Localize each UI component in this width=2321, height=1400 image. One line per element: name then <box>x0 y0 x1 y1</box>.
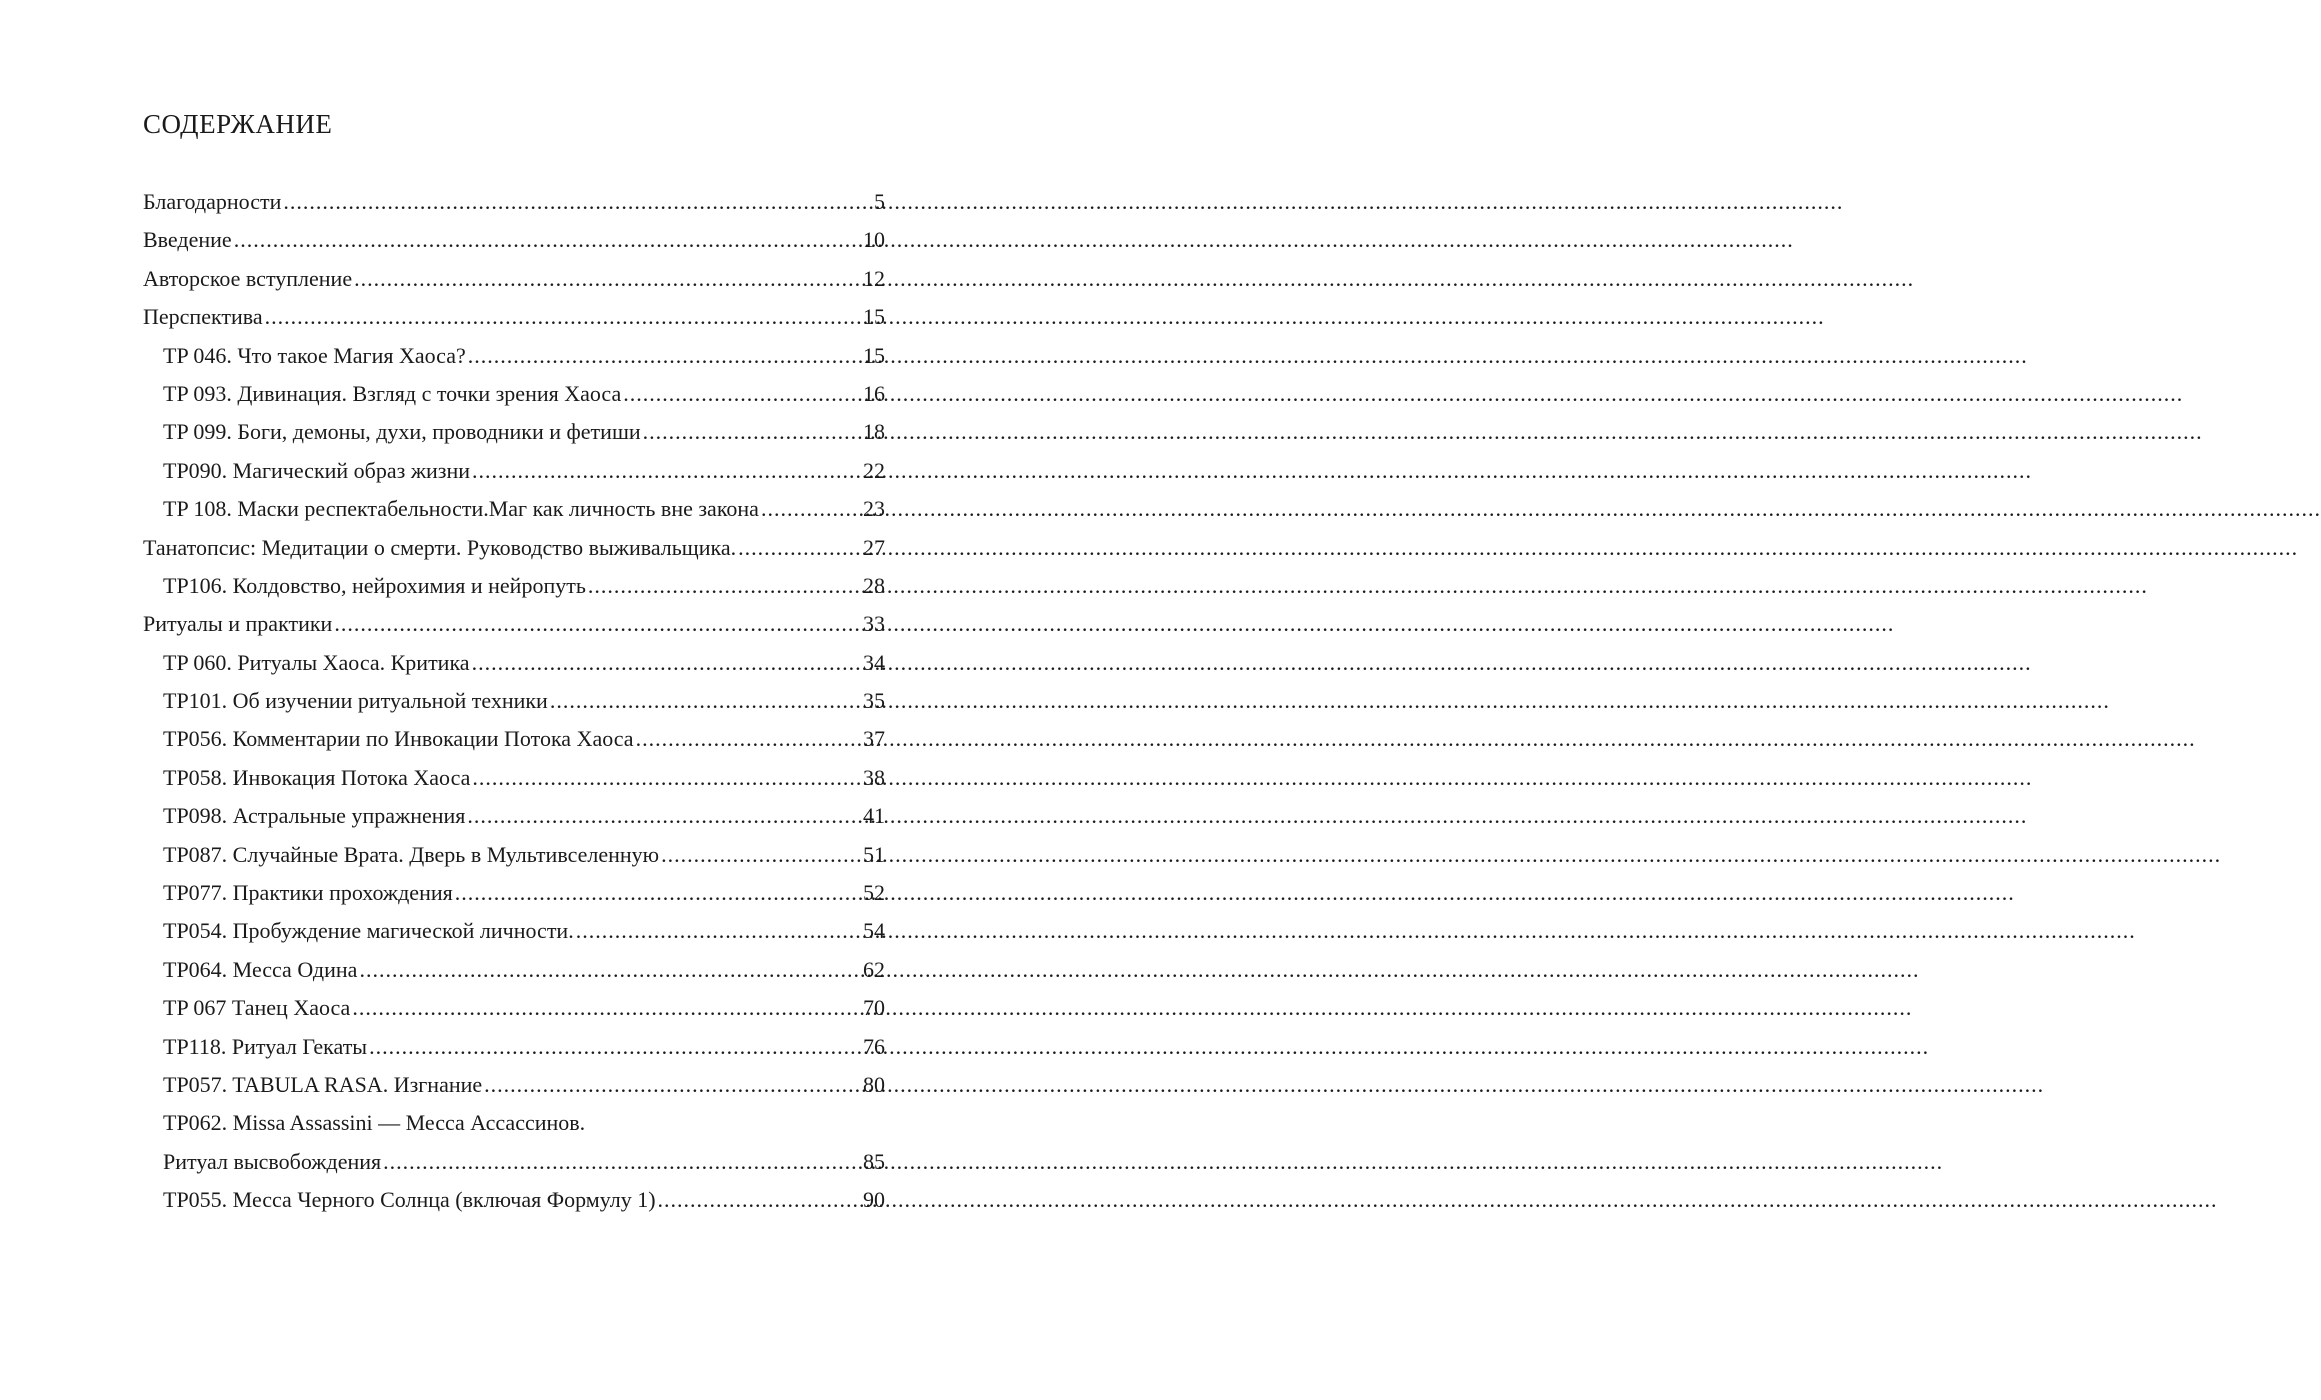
toc-entry-page: 27 <box>863 534 885 560</box>
toc-leader-dots <box>643 413 861 451</box>
toc-entry-label: TP106. Колдовство, нейрохимия и нейропуть <box>163 572 586 598</box>
toc-entry-page: 70 <box>863 995 885 1021</box>
toc-entry-page: 62 <box>863 956 885 982</box>
toc-leader-dots <box>354 260 861 298</box>
toc-entry-page: 28 <box>863 572 885 598</box>
toc-entry-label: TP062. Missa Assassini — Месса Ассассинов. <box>163 1110 586 1136</box>
toc-entry-label: TP058. Инвокация Потока Хаоса <box>163 764 471 790</box>
toc-entry-label: TP 067 Танец Хаоса <box>163 995 351 1021</box>
toc-entry-label: TP064. Месса Одина <box>163 956 358 982</box>
toc-leader-dots <box>761 490 861 528</box>
toc-entry <box>0 682 1000 720</box>
toc-entry <box>0 260 1000 298</box>
toc-leader-dots <box>234 221 861 259</box>
toc-entry-label: Танатопсис: Медитации о смерти. Руководство выживальщика. <box>143 534 737 560</box>
toc-leader-dots <box>334 605 861 643</box>
toc-leader-dots <box>352 989 861 1027</box>
toc-entry <box>0 1181 1000 1219</box>
toc-entry-page: 34 <box>863 649 885 675</box>
toc-entry-page: 18 <box>863 419 885 445</box>
toc-entry-label: TP 060. Ритуалы Хаоса. Критика <box>163 649 470 675</box>
toc-leader-dots <box>576 912 861 950</box>
toc-entry <box>0 298 1000 336</box>
toc-entry-page: 52 <box>863 880 885 906</box>
toc-leader-dots <box>359 951 861 989</box>
toc-entry-page: 15 <box>863 304 885 330</box>
toc-entry-page: 80 <box>863 1071 885 1097</box>
toc-leader-dots <box>472 644 861 682</box>
toc-entry <box>0 989 1000 1027</box>
toc-entry <box>0 567 1000 605</box>
toc-entry <box>0 375 1000 413</box>
toc-leader-dots <box>265 298 861 336</box>
toc-entry-label: TP101. Об изучении ритуальной техники <box>163 688 548 714</box>
toc-entry <box>0 874 1000 912</box>
toc-entry <box>0 1028 1000 1066</box>
toc-entry-label: TP090. Магический образ жизни <box>163 457 471 483</box>
toc-entry-page: 33 <box>863 611 885 637</box>
toc-leader-dots <box>550 682 861 720</box>
toc-leader-dots <box>588 567 861 605</box>
toc-entry <box>0 759 1000 797</box>
toc-entry <box>0 529 1000 567</box>
toc-entry-label: TP077. Практики прохождения <box>163 880 453 906</box>
toc-entry <box>0 720 1000 758</box>
toc-entry <box>0 452 1000 490</box>
toc-entry-page: 76 <box>863 1033 885 1059</box>
toc-entry <box>0 490 1000 528</box>
toc-entry-page: 15 <box>863 342 885 368</box>
toc-entry <box>0 951 1000 989</box>
table-of-contents <box>0 183 1000 1220</box>
toc-entry <box>0 183 1000 221</box>
toc-entry <box>0 605 1000 643</box>
toc-entry-label: TP 093. Дивинация. Взгляд с точки зрения Хаоса <box>163 380 622 406</box>
toc-entry-page: 5 <box>874 189 885 214</box>
toc-entry-page: 85 <box>863 1148 885 1174</box>
toc-leader-dots <box>658 1181 861 1219</box>
toc-entry <box>0 221 1000 259</box>
toc-entry-label: TP054. Пробуждение магической личности. <box>163 918 574 944</box>
toc-entry <box>0 413 1000 451</box>
toc-entry-label: Ритуалы и практики <box>143 611 333 637</box>
toc-leader-dots <box>623 375 861 413</box>
page-title: СОДЕРЖАНИЕ <box>143 109 333 139</box>
toc-entry <box>0 1104 1000 1142</box>
toc-entry-page: 41 <box>863 803 885 829</box>
toc-entry-page: 22 <box>863 457 885 483</box>
toc-leader-dots <box>661 836 861 874</box>
toc-entry-page: 23 <box>863 496 885 522</box>
toc-entry-label: TP 046. Что такое Магия Хаоса? <box>163 342 466 368</box>
toc-entry-page: 16 <box>863 380 885 406</box>
toc-entry-page: 90 <box>863 1187 885 1213</box>
toc-entry-label: TP098. Астральные упражнения <box>163 803 466 829</box>
toc-entry-label: TP 108. Маски респектабельности.Маг как личность вне закона <box>163 496 759 522</box>
toc-leader-dots <box>283 183 872 221</box>
toc-entry-page: 51 <box>863 841 885 867</box>
toc-entry <box>0 1066 1000 1104</box>
toc-entry-label: Ритуал высвобождения <box>163 1148 382 1174</box>
toc-entry <box>0 912 1000 950</box>
toc-entry-label: TP056. Комментарии по Инвокации Потока Хаоса <box>163 726 634 752</box>
toc-entry <box>0 337 1000 375</box>
toc-entry <box>0 644 1000 682</box>
toc-entry-label: TP118. Ритуал Гекаты <box>163 1033 368 1059</box>
toc-entry-page: 12 <box>863 265 885 291</box>
document-page <box>0 0 1000 1400</box>
toc-entry <box>0 797 1000 835</box>
toc-leader-dots <box>455 874 861 912</box>
toc-leader-dots <box>369 1028 861 1066</box>
toc-entry-label: TP057. TABULA RASA. Изгнание <box>163 1071 483 1097</box>
toc-entry-page: 38 <box>863 764 885 790</box>
toc-entry-label: Благодарности <box>143 189 282 214</box>
toc-leader-dots <box>636 720 861 758</box>
toc-entry-label: Введение <box>143 227 232 253</box>
toc-leader-dots <box>738 529 861 567</box>
toc-entry-label: TP 099. Боги, демоны, духи, проводники и фетиши <box>163 419 641 445</box>
toc-entry-page: 10 <box>863 227 885 253</box>
toc-leader-dots <box>467 797 861 835</box>
toc-leader-dots <box>472 759 861 797</box>
toc-leader-dots <box>383 1143 861 1181</box>
toc-entry <box>0 1143 1000 1181</box>
toc-leader-dots <box>472 452 861 490</box>
toc-entry-page: 37 <box>863 726 885 752</box>
toc-entry-page: 35 <box>863 688 885 714</box>
toc-entry-label: TP087. Случайные Врата. Дверь в Мультивселенную <box>163 841 660 867</box>
toc-entry-label: Перспектива <box>143 304 263 330</box>
toc-entry <box>0 836 1000 874</box>
toc-entry-label: Авторское вступление <box>143 265 353 291</box>
toc-leader-dots <box>484 1066 861 1104</box>
toc-entry-label: TP055. Месса Черного Солнца (включая Формулу 1) <box>163 1187 656 1213</box>
toc-leader-dots <box>468 337 861 375</box>
toc-entry-page: 54 <box>863 918 885 944</box>
